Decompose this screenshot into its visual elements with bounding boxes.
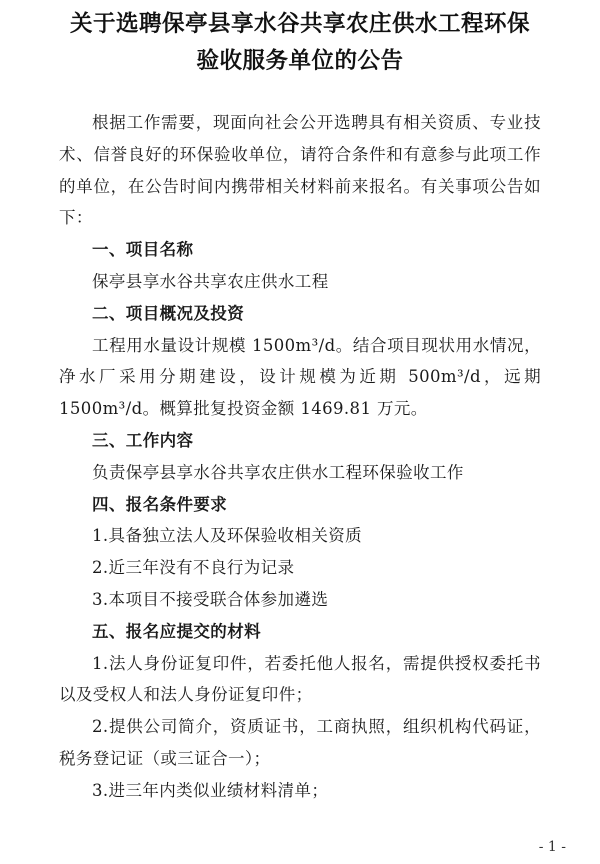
work-content-text: 负责保亭县享水谷共享农庄供水工程环保验收工作 [92, 462, 464, 482]
requirement-item: 1.具备独立法人及环保验收相关资质 [92, 526, 363, 546]
requirement-item: 3.本项目不接受联合体参加遴选 [92, 589, 329, 609]
material-item: 2.提供公司简介，资质证书，工商执照，组织机构代码证，税务登记证（或三证合一）； [59, 717, 541, 768]
intro-paragraph: 根据工作需要，现面向社会公开选聘具有相关资质、专业技术、信誉良好的环保验收单位，请符合条件和有意参与此项工作的单位，在公告时间内携带相关材料前来报名。有关事项公告如下： [59, 113, 541, 228]
page-number: - 1 - [538, 839, 566, 855]
title-line-1: 关于选聘保亭县享水谷共享农庄供水工程环保 [69, 11, 530, 37]
section-heading-requirements: 四、报名条件要求 [92, 494, 228, 514]
title-line-2: 验收服务单位的公告 [196, 48, 404, 74]
section-heading-overview: 二、项目概况及投资 [92, 303, 245, 323]
document-title [20, 6, 580, 80]
section-heading-work-content: 三、工作内容 [92, 430, 194, 450]
material-item: 1.法人身份证复印件，若委托他人报名，需提供授权委托书以及受权人和法人身份证复印件； [59, 653, 541, 705]
overview-text: 工程用水量设计规模 1500m³/d。结合项目现状用水情况，净水厂采用分期建设，设计规模为近期 500m³/d，远期 1500m³/d。概算批复投资金额 1469.81 万元。 [59, 335, 541, 419]
material-item: 3.进三年内类似业绩材料清单； [92, 780, 329, 800]
section-heading-project-name: 一、项目名称 [92, 240, 194, 260]
section-heading-materials: 五、报名应提交的材料 [92, 621, 261, 641]
requirement-item: 2.近三年没有不良行为记录 [92, 558, 295, 578]
project-name-text: 保亭县享水谷共享农庄供水工程 [92, 271, 329, 291]
document-body [59, 107, 541, 807]
